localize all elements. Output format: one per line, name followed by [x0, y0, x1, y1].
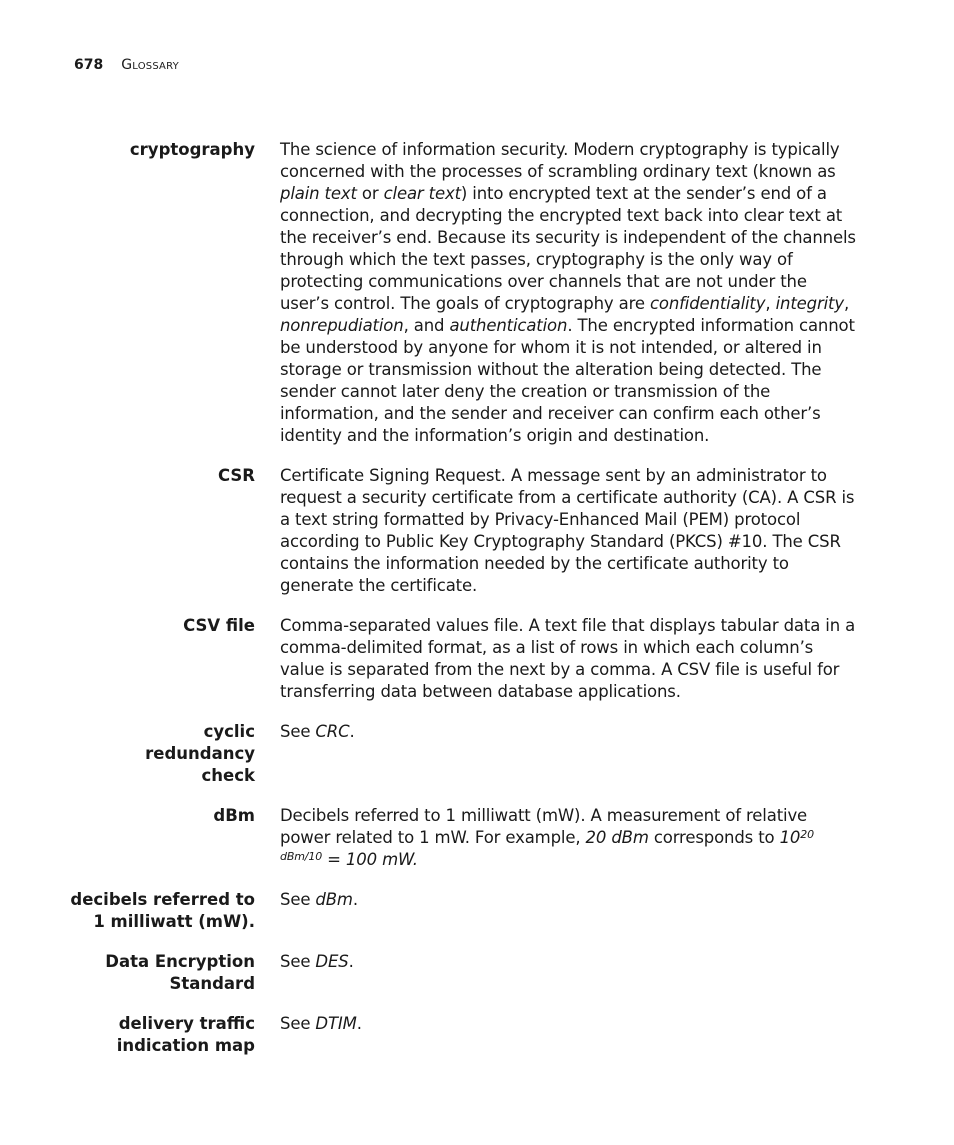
- definition-text: Decibels referred to 1 milliwatt (mW). A measurement of relative power related to 1 mW. For example,: [280, 806, 808, 847]
- glossary-entry: [0, 951, 954, 995]
- glossary-definition: [280, 465, 858, 597]
- definition-text: ) into encrypted text at the sender’s end of a connection, and decrypting the encrypted text back into clear text at the receiver’s end. Because its security is independent of the channels through which the text passes, cryptography is the only way of protecting communications over channels that are not under the user’s control. The goals of cryptography are: [280, 184, 856, 313]
- glossary-entry: [0, 465, 954, 597]
- italic-text: integrity: [775, 294, 844, 313]
- glossary-entry: [0, 139, 954, 447]
- definition-text: .: [352, 890, 358, 909]
- definition-text: See: [280, 1014, 316, 1033]
- glossary-term: Data Encryption Standard: [105, 952, 255, 993]
- glossary-entry: [0, 721, 954, 787]
- definition-text: See: [280, 952, 316, 971]
- italic-text: plain text: [280, 184, 357, 203]
- glossary-entry: [0, 1013, 954, 1057]
- page-number: 678: [74, 57, 104, 73]
- italic-text: 10: [779, 828, 801, 847]
- definition-text: .: [349, 722, 355, 741]
- glossary-definition: [280, 615, 858, 703]
- italic-text: DES: [315, 952, 349, 971]
- glossary-definition: [280, 805, 858, 871]
- definition-text: See: [280, 722, 316, 741]
- italic-text: CRC: [315, 722, 350, 741]
- running-head: Glossary: [121, 57, 179, 73]
- italic-text: 20 dBm: [585, 828, 649, 847]
- glossary-definition: [280, 721, 858, 743]
- definition-text: ,: [765, 294, 776, 313]
- glossary-definition: [280, 889, 858, 911]
- italic-text: dBm: [315, 890, 353, 909]
- definition-text: Certificate Signing Request. A message sent by an administrator to request a security certificate from a certificate authority (CA). A CSR is a text string formatted by Privacy-Enhanced Mail (PEM) protocol according to Public Key Cryptography Standard (PKCS) #10. The CSR contains the information needed by the certificate authority to generate the certificate.: [280, 466, 855, 595]
- definition-text: corresponds to: [648, 828, 780, 847]
- italic-text: = 100 mW.: [322, 850, 418, 869]
- glossary-definition: [280, 951, 858, 973]
- glossary-term: CSV file: [183, 616, 255, 635]
- definition-text: .: [348, 952, 354, 971]
- italic-text: DTIM: [315, 1014, 357, 1033]
- glossary-definition: [280, 1013, 858, 1035]
- glossary-term: delivery traffic indication map: [116, 1014, 255, 1055]
- italic-text: confidentiality: [649, 294, 766, 313]
- superscript-exponent: 20 dBm/10: [280, 828, 814, 863]
- definition-text: or: [356, 184, 384, 203]
- glossary-entry: [0, 805, 954, 871]
- glossary-list: [0, 139, 954, 1075]
- definition-text: , and: [403, 316, 450, 335]
- italic-text: nonrepudiation: [280, 316, 404, 335]
- definition-text: . The encrypted information cannot be understood by anyone for whom it is not intended, or altered in storage or transmission without the alteration being detected. The sender cannot later deny the creation or transmission of the information, and the sender and receiver can confirm each other’s identity and the information’s origin and destination.: [280, 316, 855, 445]
- glossary-entry: [0, 615, 954, 703]
- glossary-entry: [0, 889, 954, 933]
- definition-text: The science of information security. Modern cryptography is typically concerned with the processes of scrambling ordinary text (known as: [280, 140, 840, 181]
- definition-text: ,: [843, 294, 850, 313]
- definition-text: .: [356, 1014, 362, 1033]
- definition-text: Comma-separated values file. A text file that displays tabular data in a comma-delimited format, as a list of rows in which each column’s value is separated from the next by a comma. A CSV file is useful for transferring data between database applications.: [280, 616, 856, 701]
- glossary-term: decibels referred to 1 milliwatt (mW).: [70, 890, 255, 931]
- glossary-term: cyclic redundancy check: [145, 722, 255, 785]
- italic-text: clear text: [383, 184, 461, 203]
- page-header: [74, 56, 179, 74]
- glossary-term: CSR: [217, 466, 255, 485]
- glossary-term: cryptography: [129, 140, 255, 159]
- italic-text: authentication: [449, 316, 568, 335]
- glossary-definition: [280, 139, 858, 447]
- glossary-term: dBm: [213, 806, 255, 825]
- definition-text: See: [280, 890, 316, 909]
